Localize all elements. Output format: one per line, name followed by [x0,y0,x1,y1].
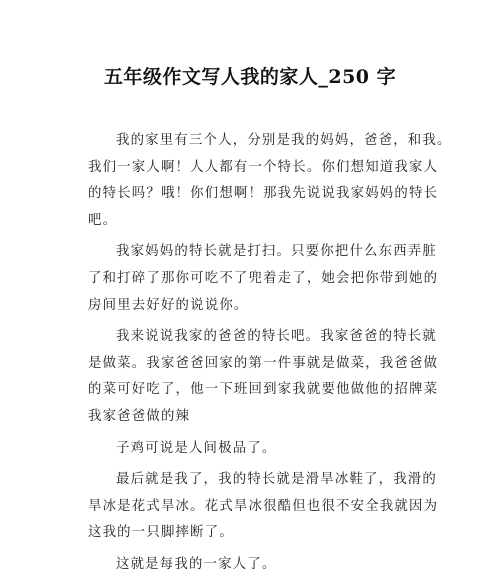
paragraph-line: 是做菜。我家爸爸回家的第一件事就是做菜，我爸爸做 [88,355,439,371]
document-body [88,128,452,579]
paragraph-line: 我来说说我家的爸爸的特长吧。我家爸爸的特长就 [116,329,437,345]
paragraph-line: 我家妈妈的特长就是打扫。只要你把什么东西弄脏 [116,244,437,260]
document-title: 五年级作文写人我的家人_250 字 [103,66,397,88]
paragraph-line: 我家爸爸做的辣 [88,408,191,424]
paragraph-line: 子鸡可说是人间极品了。 [116,440,277,456]
paragraph-line: 这就是每我的一家人了。 [116,556,277,572]
paragraph-line: 房间里去好好的说说你。 [88,297,249,313]
paragraph-line: 我们一家人啊！人人都有一个特长。你们想知道我家人 [88,159,439,175]
paragraph-line: 的特长吗？哦！你们想啊！那我先说说我家妈妈的特长 [88,186,439,202]
paragraph-line: 旱冰是花式旱冰。花式旱冰很酷但也很不安全我就因为 [88,498,439,514]
paragraph-line: 的菜可好吃了，他一下班回到家我就要他做他的招牌菜 [88,382,439,398]
paragraph-line: 吧。 [88,212,118,228]
paragraph-line: 这我的一只脚摔断了。 [88,525,234,541]
paragraph-line: 我的家里有三个人，分别是我的妈妈，爸爸，和我。 [116,133,452,148]
paragraph-line: 最后就是我了，我的特长就是滑旱冰鞋了，我滑的 [116,472,437,488]
paragraph-line: 了和打碎了那你可吃不了兜着走了，她会把你带到她的 [88,270,439,286]
